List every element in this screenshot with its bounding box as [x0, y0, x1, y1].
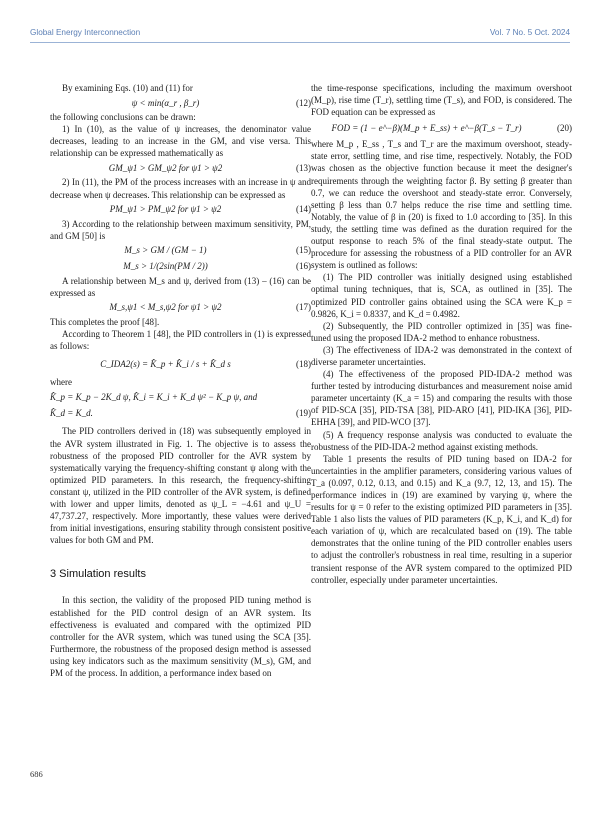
equation-15 [50, 243, 311, 258]
equation-12 [50, 95, 311, 110]
paragraph: 2) In (11), the PM of the process increases with an increase in ψ and decrease when ψ decreases. This relationship can be expressed as [50, 177, 311, 200]
paragraph: (2) Subsequently, the PID controller optimized in [35] was fine-tuned using the proposed IDA-2 method to enhance robustness. [311, 320, 572, 343]
equation-20 [311, 119, 572, 137]
equation-14 [50, 202, 311, 217]
equation-number: (15) [296, 245, 311, 256]
equation-body: M_s > GM / (GM − 1) [124, 245, 207, 256]
paragraph: where [50, 377, 72, 388]
equation-number: (12) [296, 97, 311, 108]
equation-number: (19) [296, 407, 311, 418]
paragraph: (1) The PID controller was initially designed using established optimal tuning techniques, that is, SCA, as outlined in [35]. The optimized PID controller gains obtained using the SCA were K_p = 0.9826, K_i = 0.8337, and K_d = 0.4982. [311, 272, 572, 319]
equation-13 [50, 160, 311, 175]
equation-19a [50, 389, 311, 404]
equation-body: C_IDA2(s) = K̂_p + K̂_i / s + K̂_d s [100, 359, 231, 370]
equation-number: (16) [296, 261, 311, 272]
issue-info: Vol. 7 No. 5 Oct. 2024 [489, 28, 570, 37]
paragraph: (4) The effectiveness of the proposed PID-IDA-2 method was further tested by introducing disturbances and measurement noise amid parameter uncertainty (K_a = 15) and comparing the results with those of PID-SCA [35], PID-TSA [38], PID-ARO [41], PID-IKA [36], PID-EHHA [39], and PID-WCO [37]. [311, 369, 572, 428]
equation-number: (13) [296, 162, 311, 173]
paragraph: 1) In (10), as the value of ψ increases, the denominator value decreases, leading to an increase in the GM, and vise versa. This relationship can be expressed mathematically as [50, 124, 311, 159]
paragraph: This completes the proof [48]. [50, 317, 160, 328]
equation-body: K̂_d = K_d. [50, 407, 93, 418]
left-column [50, 82, 311, 679]
equation-body: K̂_p = K_p − 2K_d ψ, K̂_i = K_i + K_d ψ² − K_p ψ, and [50, 391, 258, 402]
equation-body: M_s,ψ1 < M_s,ψ2 for ψ1 > ψ2 [109, 302, 222, 313]
paragraph: (3) The effectiveness of IDA-2 was demonstrated in the context of diverse parameter uncertainties. [311, 344, 572, 367]
paragraph: the time-response specifications, including the maximum overshoot (M_p), rise time (T_r), settling time (T_s), and FOD, is considered. The FOD equation can be expressed as [311, 83, 572, 118]
paragraph: where M_p , E_ss , T_s and T_r are the maximum overshoot, steady-state error, settling time, and rise time, respectively. Notably, the FOD was chosen as the objective function because it meet the designer's requirements through the weighting factor β. By setting β greater than 0.7, we can reduce the overshoot and steady-state error. Conversely, setting β less than 0.7 helps reduce the rise time and settling time. Notably, the value of β in (20) is fixed to 1.0 according to [35]. In this study, the settling time was defined as the duration required for the output response to reach 5% of the final steady-state output. The procedure for assessing the robustness of a PID controller for an AVR system is outlined as follows: [311, 139, 572, 271]
equation-18 [50, 353, 311, 375]
paragraph: The PID controllers derived in (18) was subsequently employed in the AVR system illustrated in Fig. 1. The objective is to assess the robustness of the proposed PID controller for the AVR system by systematically varying the frequency-shifting constant ψ along with the optimized PID parameters. In this research, the frequency-shifting constant ψ, utilized in the PID controller of the AVR system, is defined with lower and upper limits, denoted as ψ_L = −4.61 and ψ_U = 47,737.27, respectively. More importantly, these values were derived from initial investigations, ensuring stability through consistent positive values for both GM and PM. [50, 426, 311, 546]
equation-19 [50, 405, 311, 420]
journal-title: Global Energy Interconnection [30, 28, 141, 37]
paragraph: the following conclusions can be drawn: [50, 112, 196, 123]
paragraph: (5) A frequency response analysis was conducted to evaluate the robustness of the PID-IDA-2 method against existing methods. [311, 429, 572, 452]
header-divider [30, 42, 570, 43]
equation-number: (20) [557, 123, 572, 134]
equation-body: GM_ψ1 > GM_ψ2 for ψ1 > ψ2 [108, 162, 223, 173]
equation-16 [50, 259, 311, 274]
paragraph: 3) According to the relationship between maximum sensitivity, PM, and GM [50] is [50, 218, 311, 241]
equation-body: ψ < min(α_r , β_r) [131, 97, 200, 108]
equation-number: (17) [296, 302, 311, 313]
paragraph: Table 1 presents the results of PID tuning based on IDA-2 for uncertainties in the amplifier parameters, considering various values of T_a (0.097, 0.12, 0.13, and 0.15) and K_a (9.7, 12, 13, and 15). The performance indices in (19) are examined by varying ψ, where the results for ψ = 0 refer to the existing optimized PID parameters in [35]. Table 1 also lists the values of PID parameters (K_p, K_i, and K_d) for each variation of ψ, which are recalculated based on (19). The table demonstrates that the online tuning of the PID controller enables users to adjust the controller's robustness in real time, resulting in a superior transient response of the AVR system compared to the optimized PID controller, especially under parameter uncertainties. [311, 453, 572, 585]
equation-body: PM_ψ1 > PM_ψ2 for ψ1 > ψ2 [109, 204, 222, 215]
equation-number: (14) [296, 204, 311, 215]
equation-body: FOD = (1 − e^−β)(M_p + E_ss) + e^−β(T_s − T_r) [331, 123, 522, 134]
equation-number: (18) [296, 359, 311, 370]
equation-17 [50, 300, 311, 315]
section-title: 3 Simulation results [50, 568, 146, 581]
paragraph: A relationship between M_s and ψ, derived from (13) – (16) can be expressed as [50, 275, 311, 298]
page-number: 686 [30, 769, 43, 779]
paragraph: According to Theorem 1 [48], the PID controllers in (1) is expressed as follows: [50, 329, 311, 352]
equation-body: M_s > 1/(2sin(PM / 2)) [123, 261, 208, 272]
paragraph: By examining Eqs. (10) and (11) for [62, 83, 193, 93]
paragraph: In this section, the validity of the proposed PID tuning method is established for the PID control design of an AVR system. Its effectiveness is evaluated and compared with the optimized PID controller for the AVR system, which was tuned using the SCA [35]. Furthermore, the robustness of the proposed design method is assessed using key indicators such as the maximum sensitivity (M_s), GM, and PM of the process. In addition, a performance index based on [50, 595, 311, 678]
right-column [311, 82, 572, 586]
